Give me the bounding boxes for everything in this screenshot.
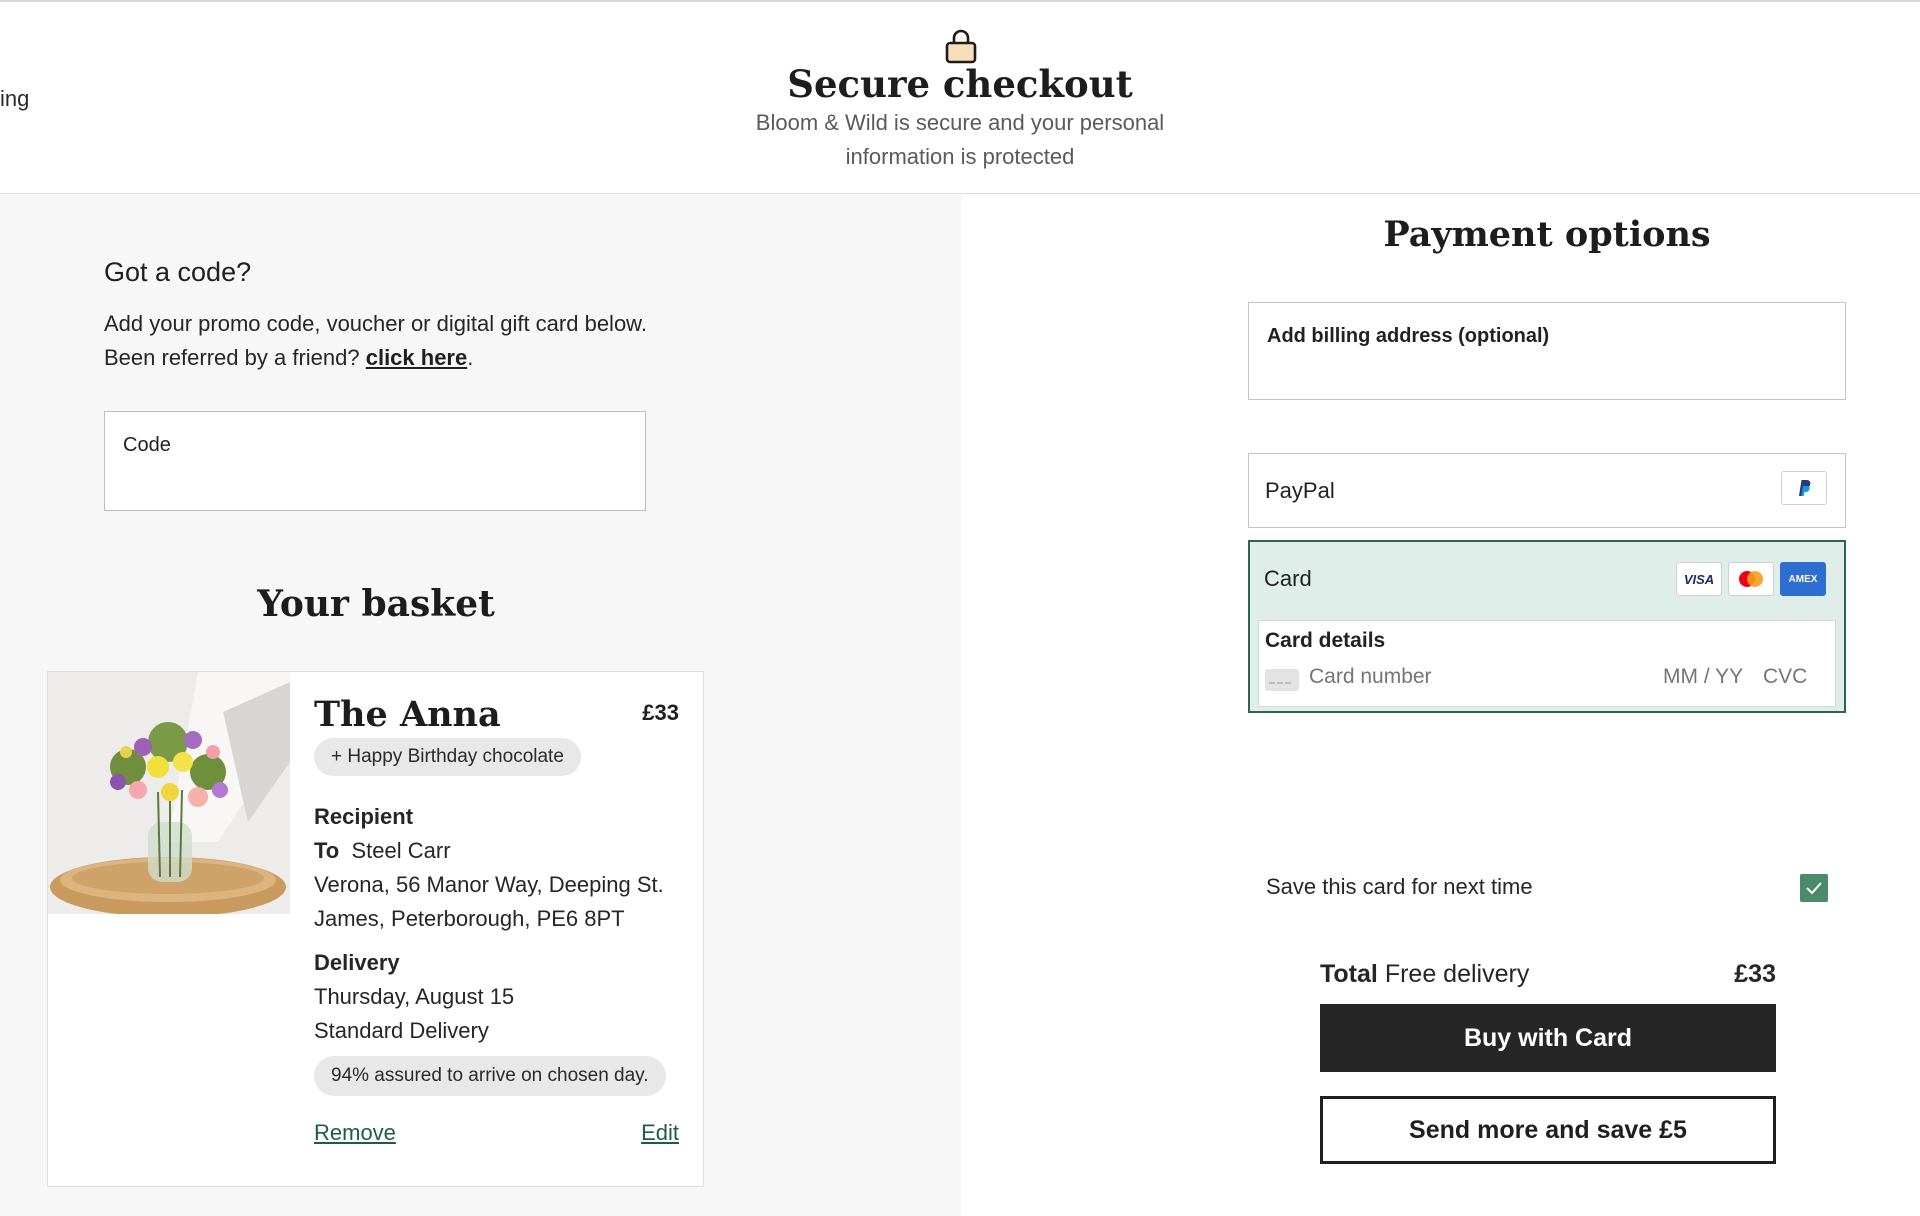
card-details-form xyxy=(1258,620,1836,707)
amex-logo-icon: AMEX xyxy=(1780,562,1826,596)
buy-with-card-button[interactable]: Buy with Card xyxy=(1320,1004,1776,1072)
card-cvc-input[interactable] xyxy=(1763,665,1819,689)
recipient-name-line xyxy=(314,834,694,868)
addon-badge: + Happy Birthday chocolate xyxy=(314,738,581,776)
delivery-heading: Delivery xyxy=(314,950,400,975)
card-expiry-input[interactable] xyxy=(1663,665,1759,689)
recipient-details xyxy=(314,800,694,936)
remove-item-link[interactable]: Remove xyxy=(314,1120,396,1145)
send-more-button[interactable]: Send more and save £5 xyxy=(1320,1096,1776,1164)
promo-code-input[interactable] xyxy=(123,468,623,491)
to-label: To xyxy=(314,838,340,863)
card-label: Card xyxy=(1264,566,1312,591)
visa-logo-icon: VISA xyxy=(1676,562,1722,596)
card-option[interactable] xyxy=(1248,540,1846,713)
recipient-address: Verona, 56 Manor Way, Deeping St. James, Peterborough, PE6 8PT xyxy=(314,872,664,931)
card-icon xyxy=(1265,669,1299,691)
paypal-label: PayPal xyxy=(1265,478,1335,503)
card-details-label: Card details xyxy=(1265,629,1386,652)
edit-item-link[interactable]: Edit xyxy=(641,1120,679,1145)
padlock-icon xyxy=(945,28,977,64)
payment-title: Payment options xyxy=(1383,214,1711,255)
paypal-logo-icon xyxy=(1781,471,1827,505)
product-price: £33 xyxy=(642,700,679,725)
card-number-input[interactable] xyxy=(1309,665,1609,689)
promo-code-label: Code xyxy=(123,434,171,456)
order-total xyxy=(1320,960,1776,989)
basket-title: Your basket xyxy=(257,583,495,625)
delivery-date: Thursday, August 15 xyxy=(314,984,515,1009)
billing-address-toggle[interactable] xyxy=(1248,302,1846,400)
total-amount: £33 xyxy=(1734,960,1776,988)
recipient-heading: Recipient xyxy=(314,804,414,829)
save-card-label: Save this card for next time xyxy=(1266,874,1533,899)
promo-description xyxy=(104,307,664,375)
billing-address-label: Add billing address (optional) xyxy=(1267,325,1550,347)
header-left-crumb[interactable]: ing xyxy=(0,86,30,111)
promo-description-text: Add your promo code, voucher or digital gift card below. Been referred by a friend? xyxy=(104,311,647,370)
recipient-name: Steel Carr xyxy=(351,838,451,863)
basket-panel xyxy=(0,195,961,1216)
referral-link[interactable]: click here xyxy=(365,345,468,370)
bouquet-image xyxy=(48,672,290,914)
security-subtitle: Bloom & Wild is secure and your personal information is protected xyxy=(755,110,1165,169)
promo-heading: Got a code? xyxy=(104,257,252,287)
checkmark-icon xyxy=(1805,881,1823,895)
card-brand-logos xyxy=(1676,562,1826,596)
checkout-header xyxy=(0,0,1920,194)
total-delivery: Free delivery xyxy=(1384,960,1530,988)
promo-description-end: . xyxy=(467,345,474,370)
delivery-details xyxy=(314,946,694,1048)
basket-item-card xyxy=(47,671,704,1187)
promo-code-field[interactable] xyxy=(104,411,646,511)
assurance-badge: 94% assured to arrive on chosen day. xyxy=(314,1056,666,1096)
total-label: Total xyxy=(1320,960,1378,988)
product-name: The Anna xyxy=(314,694,501,735)
paypal-option[interactable] xyxy=(1248,453,1846,528)
delivery-type: Standard Delivery xyxy=(314,1018,489,1043)
page-title: Secure checkout xyxy=(787,62,1133,106)
save-card-checkbox[interactable] xyxy=(1800,874,1828,902)
mastercard-logo-icon xyxy=(1728,562,1774,596)
